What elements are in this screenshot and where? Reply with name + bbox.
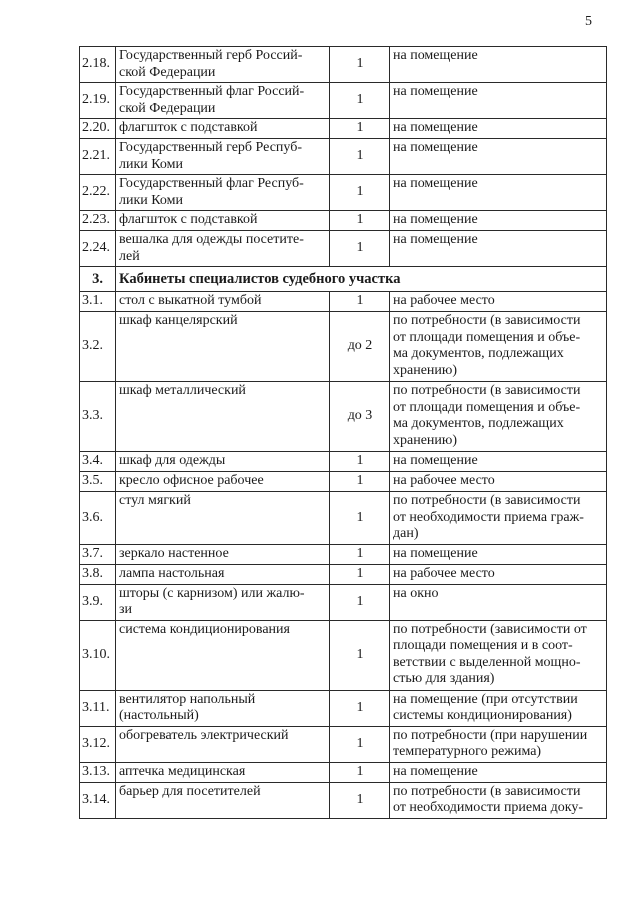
item-note: по потребности (в зависимости от необходимости приема граж- дан) bbox=[390, 492, 607, 545]
item-name: шторы (с карнизом) или жалю- зи bbox=[116, 584, 330, 620]
row-number: 3.6. bbox=[80, 492, 116, 545]
item-note: на помещение bbox=[390, 211, 607, 231]
table-row bbox=[80, 492, 607, 545]
item-note: на помещение bbox=[390, 175, 607, 211]
row-number: 3. bbox=[80, 267, 116, 292]
item-quantity: 1 bbox=[330, 584, 390, 620]
item-note: по потребности (в зависимости от площади помещения и объе- ма документов, подлежащих хранению) bbox=[390, 312, 607, 382]
row-number: 2.20. bbox=[80, 119, 116, 139]
item-note: на помещение bbox=[390, 452, 607, 472]
item-name: флагшток с подставкой bbox=[116, 119, 330, 139]
item-name: стул мягкий bbox=[116, 492, 330, 545]
item-quantity: 1 bbox=[330, 690, 390, 726]
item-name: Государственный герб Россий- ской Федерации bbox=[116, 47, 330, 83]
item-quantity: 1 bbox=[330, 762, 390, 782]
equipment-table bbox=[79, 46, 607, 819]
row-number: 3.1. bbox=[80, 292, 116, 312]
item-quantity: 1 bbox=[330, 292, 390, 312]
page-number: 5 bbox=[585, 14, 592, 29]
item-quantity: 1 bbox=[330, 139, 390, 175]
item-quantity: до 3 bbox=[330, 382, 390, 452]
table-row bbox=[80, 382, 607, 452]
row-number: 3.2. bbox=[80, 312, 116, 382]
table-row bbox=[80, 690, 607, 726]
table-row bbox=[80, 83, 607, 119]
item-note: по потребности (в зависимости от необходимости приема доку- bbox=[390, 782, 607, 818]
table-row bbox=[80, 175, 607, 211]
table-row bbox=[80, 119, 607, 139]
item-quantity: 1 bbox=[330, 47, 390, 83]
item-quantity: 1 bbox=[330, 620, 390, 690]
item-note: на рабочее место bbox=[390, 564, 607, 584]
item-note: на помещение bbox=[390, 83, 607, 119]
table-row bbox=[80, 726, 607, 762]
table-row bbox=[80, 231, 607, 267]
table-row bbox=[80, 620, 607, 690]
item-note: на помещение bbox=[390, 119, 607, 139]
table-row bbox=[80, 47, 607, 83]
item-name: зеркало настенное bbox=[116, 544, 330, 564]
item-name: вешалка для одежды посетите- лей bbox=[116, 231, 330, 267]
row-number: 3.10. bbox=[80, 620, 116, 690]
item-quantity: 1 bbox=[330, 211, 390, 231]
item-name: лампа настольная bbox=[116, 564, 330, 584]
table-row bbox=[80, 472, 607, 492]
item-quantity: 1 bbox=[330, 472, 390, 492]
item-quantity: 1 bbox=[330, 231, 390, 267]
item-name: вентилятор напольный (настольный) bbox=[116, 690, 330, 726]
table-row bbox=[80, 452, 607, 472]
item-note: по потребности (в зависимости от площади помещения и объе- ма документов, подлежащих хранению) bbox=[390, 382, 607, 452]
row-number: 3.7. bbox=[80, 544, 116, 564]
table-row bbox=[80, 312, 607, 382]
item-quantity: 1 bbox=[330, 726, 390, 762]
row-number: 3.9. bbox=[80, 584, 116, 620]
row-number: 3.11. bbox=[80, 690, 116, 726]
row-number: 2.18. bbox=[80, 47, 116, 83]
item-name: шкаф металлический bbox=[116, 382, 330, 452]
item-note: на помещение bbox=[390, 231, 607, 267]
row-number: 3.14. bbox=[80, 782, 116, 818]
row-number: 2.23. bbox=[80, 211, 116, 231]
table-row bbox=[80, 139, 607, 175]
table-row bbox=[80, 292, 607, 312]
item-name: кресло офисное рабочее bbox=[116, 472, 330, 492]
table-row bbox=[80, 584, 607, 620]
row-number: 2.24. bbox=[80, 231, 116, 267]
item-quantity: до 2 bbox=[330, 312, 390, 382]
item-name: система кондиционирования bbox=[116, 620, 330, 690]
table-body bbox=[80, 47, 607, 819]
item-note: на помещение bbox=[390, 762, 607, 782]
item-note: на помещение bbox=[390, 139, 607, 175]
row-number: 2.19. bbox=[80, 83, 116, 119]
item-name: Государственный флаг Респуб- лики Коми bbox=[116, 175, 330, 211]
item-name: шкаф канцелярский bbox=[116, 312, 330, 382]
row-number: 3.4. bbox=[80, 452, 116, 472]
item-quantity: 1 bbox=[330, 564, 390, 584]
item-name: шкаф для одежды bbox=[116, 452, 330, 472]
table-row bbox=[80, 762, 607, 782]
item-quantity: 1 bbox=[330, 452, 390, 472]
item-name: барьер для посетителей bbox=[116, 782, 330, 818]
section-title: Кабинеты специалистов судебного участка bbox=[116, 267, 607, 292]
item-note: по потребности (зависимости от площади помещения и в соот- ветствии с выделенной мощно- стью для здания) bbox=[390, 620, 607, 690]
row-number: 3.12. bbox=[80, 726, 116, 762]
item-note: на рабочее место bbox=[390, 472, 607, 492]
row-number: 3.5. bbox=[80, 472, 116, 492]
row-number: 3.8. bbox=[80, 564, 116, 584]
section-row bbox=[80, 267, 607, 292]
row-number: 2.21. bbox=[80, 139, 116, 175]
item-name: аптечка медицинская bbox=[116, 762, 330, 782]
row-number: 2.22. bbox=[80, 175, 116, 211]
item-quantity: 1 bbox=[330, 782, 390, 818]
item-name: Государственный флаг Россий- ской Федерации bbox=[116, 83, 330, 119]
table-row bbox=[80, 544, 607, 564]
item-name: флагшток с подставкой bbox=[116, 211, 330, 231]
item-note: на рабочее место bbox=[390, 292, 607, 312]
item-note: на помещение bbox=[390, 544, 607, 564]
item-quantity: 1 bbox=[330, 175, 390, 211]
item-name: стол с выкатной тумбой bbox=[116, 292, 330, 312]
table-row bbox=[80, 782, 607, 818]
item-note: по потребности (при нарушении температурного режима) bbox=[390, 726, 607, 762]
item-note: на помещение bbox=[390, 47, 607, 83]
item-name: Государственный герб Респуб- лики Коми bbox=[116, 139, 330, 175]
table-row bbox=[80, 211, 607, 231]
item-quantity: 1 bbox=[330, 119, 390, 139]
row-number: 3.13. bbox=[80, 762, 116, 782]
item-name: обогреватель электрический bbox=[116, 726, 330, 762]
table-row bbox=[80, 564, 607, 584]
item-quantity: 1 bbox=[330, 83, 390, 119]
row-number: 3.3. bbox=[80, 382, 116, 452]
item-quantity: 1 bbox=[330, 492, 390, 545]
item-note: на окно bbox=[390, 584, 607, 620]
item-note: на помещение (при отсутствии системы кондиционирования) bbox=[390, 690, 607, 726]
item-quantity: 1 bbox=[330, 544, 390, 564]
